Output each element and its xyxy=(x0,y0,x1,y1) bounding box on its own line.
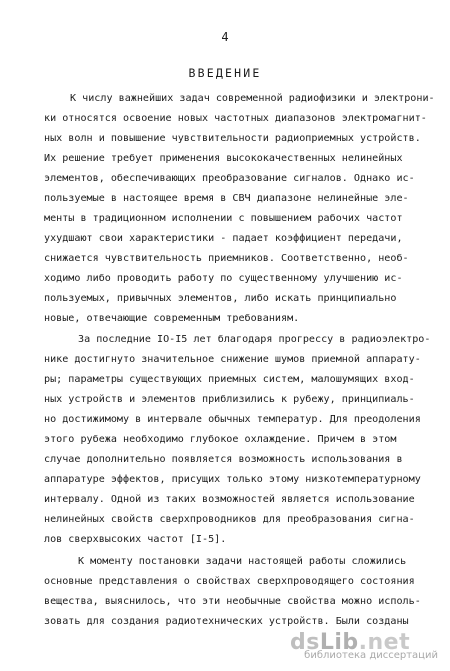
text-line: интервалу. Одной из таких возможностей является использование xyxy=(44,494,415,505)
watermark-logo: dsLib.net xyxy=(290,630,411,655)
text-line: ки относятся освоение новых частотных диапазонов электромагнит- xyxy=(44,113,427,124)
text-line: основные представления о свойствах сверхпроводящего состояния xyxy=(44,576,415,587)
text-line: ходимо либо проводить работу по существенному улучшению ис- xyxy=(44,273,403,284)
text-line: пользуемые в настоящее время в СВЧ диапазоне нелинейные эле- xyxy=(44,193,409,204)
text-line: ных волн и повышение чувствительности радиоприемных устройств. xyxy=(44,133,421,144)
text-line: лов сверхвысоких частот [I-5]. xyxy=(44,534,227,545)
text-line: Их решение требует применения высококачественных нелинейных xyxy=(44,153,403,164)
text-line: элементов, обеспечивающих преобразование сигналов. Однако ис- xyxy=(44,173,415,184)
watermark-caption: библиотека диссертаций xyxy=(304,650,438,661)
text-line: За последние IO-I5 лет благодаря прогрессу в радиоэлектро- xyxy=(78,334,431,345)
text-line: вещества, выяснилось, что эти необычные свойства можно исполь- xyxy=(44,596,421,607)
text-line: К моменту постановки задачи настоящей работы сложились xyxy=(78,556,407,567)
text-line: нелинейных свойств сверхпроводников для преобразования сигна- xyxy=(44,514,415,525)
text-line: но достижимому в интервале обычных температур. Для преодоления xyxy=(44,414,421,425)
section-title: ВВЕДЕНИЕ xyxy=(188,66,262,80)
watermark xyxy=(290,623,440,663)
text-line: менты в традиционном исполнении с повышением рабочих частот xyxy=(44,213,403,224)
text-line: пользуемых, привычных элементов, либо искать принципиально xyxy=(44,293,397,304)
text-line: этого рубежа необходимо глубокое охлаждение. Причем в этом xyxy=(44,434,397,445)
text-line: К числу важнейших задач современной радиофизики и электрони- xyxy=(70,93,435,104)
page-number: 4 xyxy=(221,30,229,44)
text-line: новые, отвечающие современным требованиям. xyxy=(44,313,300,324)
text-line: нике достигнуто значительное снижение шумов приемной аппарату- xyxy=(44,354,421,365)
text-line: аппаратуре эффектов, присущих только этому низкотемпературному xyxy=(44,474,421,485)
text-line: зовать для создания радиотехнических устройств. Были созданы xyxy=(44,616,409,627)
text-line: снижается чувствительность приемников. Соответственно, необ- xyxy=(44,253,409,264)
text-line: ры; параметры существующих приемных систем, малошумящих вход- xyxy=(44,374,415,385)
text-line: случае дополнительно появляется возможность использования в xyxy=(44,454,403,465)
text-line: ухудшают свои характеристики - падает коэффициент передачи, xyxy=(44,233,403,244)
text-line: ных устройств и элементов приблизились к рубежу, принципиаль- xyxy=(44,394,415,405)
